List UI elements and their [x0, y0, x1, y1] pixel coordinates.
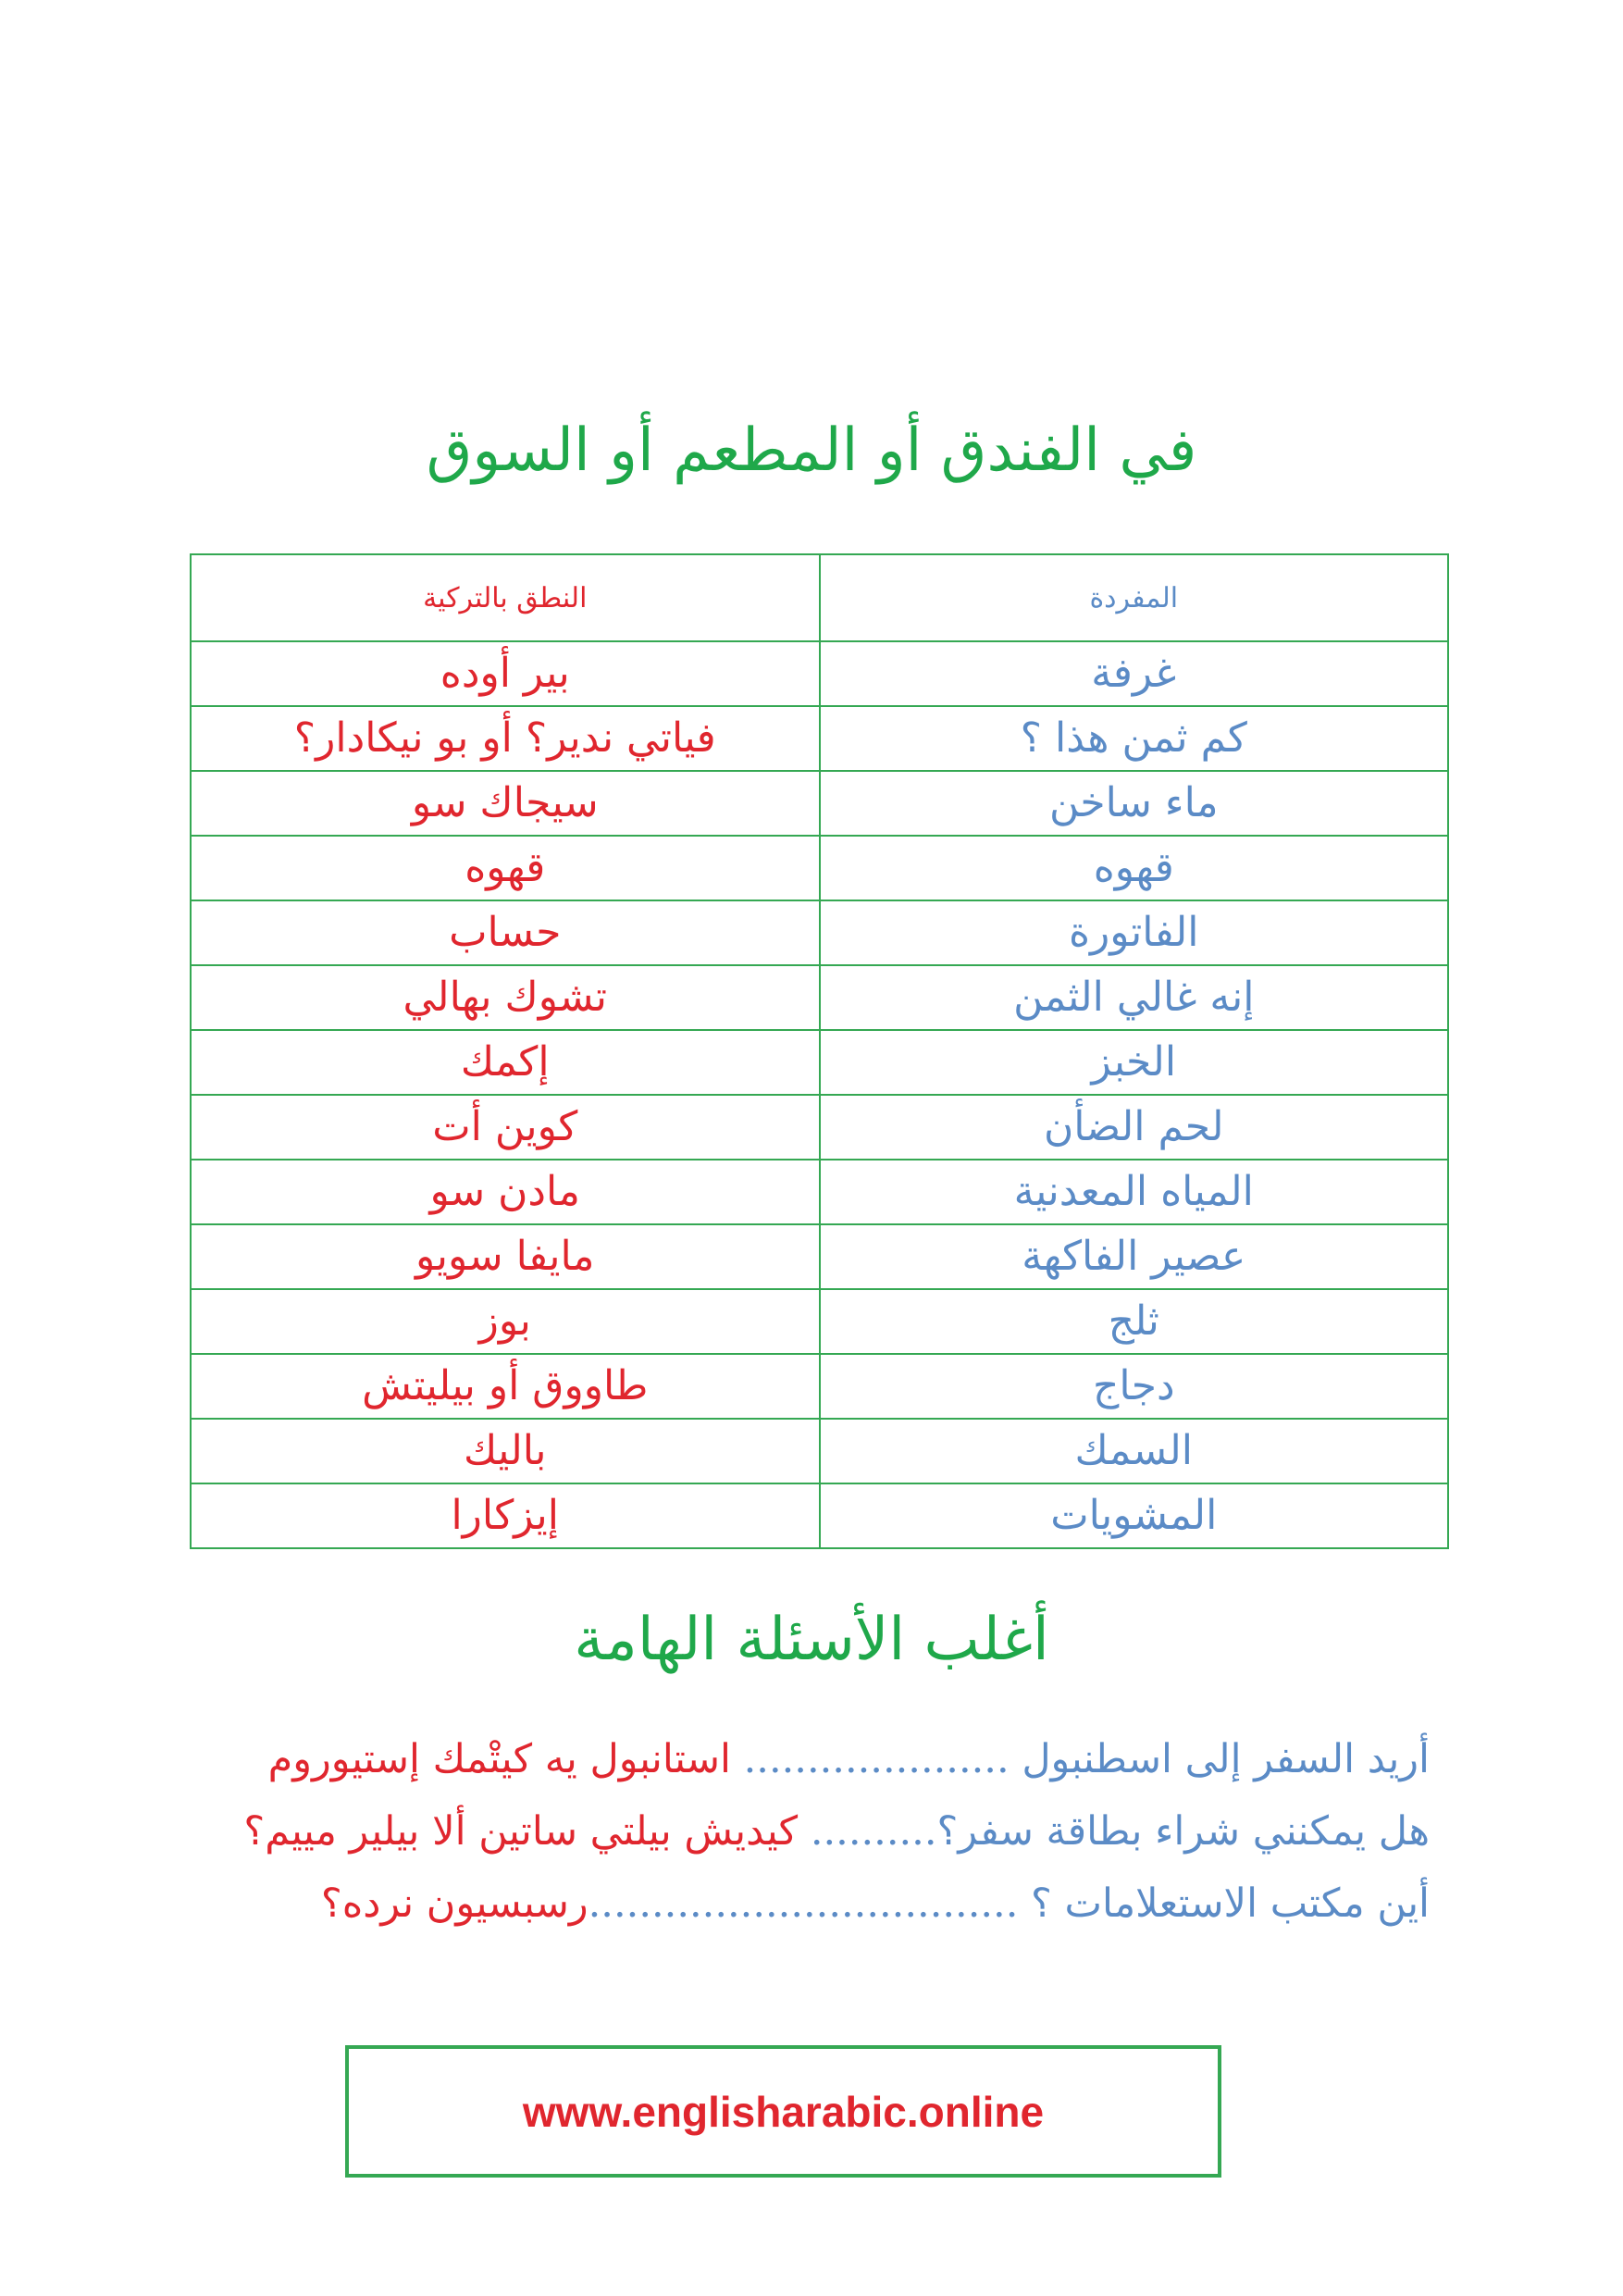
table-row — [191, 1095, 1448, 1160]
question-line — [213, 1880, 1430, 1927]
word-cell: عصير الفاكهة — [820, 1224, 1449, 1289]
column-header-pronunciation: النطق بالتركية — [191, 554, 820, 641]
table-row — [191, 1160, 1448, 1224]
pronunciation-cell: مايفا سويو — [191, 1224, 820, 1289]
word-cell: قهوه — [820, 836, 1449, 900]
pronunciation-cell: تشوك بهالي — [191, 965, 820, 1030]
question-line — [213, 1736, 1430, 1782]
question-dots: .......... — [798, 1808, 937, 1855]
column-header-word: المفردة — [820, 554, 1449, 641]
pronunciation-cell: بوز — [191, 1289, 820, 1354]
table-row — [191, 1354, 1448, 1419]
word-cell: الخبز — [820, 1030, 1449, 1095]
vocabulary-table — [190, 553, 1449, 1549]
table-header-row — [191, 554, 1448, 641]
table-row — [191, 1419, 1448, 1483]
page-title: في الفندق أو المطعم أو السوق — [426, 416, 1197, 485]
question-turkish: رسبسيون نرده؟ — [320, 1880, 588, 1927]
word-cell: إنه غالي الثمن — [820, 965, 1449, 1030]
pronunciation-cell: إكمك — [191, 1030, 820, 1095]
question-arabic: هل يمكنني شراء بطاقة سفر؟ — [936, 1808, 1430, 1855]
word-cell: ماء ساخن — [820, 771, 1449, 836]
question-dots: .................................. — [588, 1880, 1032, 1927]
word-cell: المشويات — [820, 1483, 1449, 1548]
table-row — [191, 1224, 1448, 1289]
pronunciation-cell: سيجاك سو — [191, 771, 820, 836]
table-row — [191, 1030, 1448, 1095]
question-turkish: كيديش بيلتي ساتين ألا بيلير مييم؟ — [243, 1808, 799, 1855]
pronunciation-cell: باليك — [191, 1419, 820, 1483]
table-row — [191, 1289, 1448, 1354]
pronunciation-cell: حساب — [191, 900, 820, 965]
word-cell: لحم الضأن — [820, 1095, 1449, 1160]
word-cell: المياه المعدنية — [820, 1160, 1449, 1224]
word-cell: السمك — [820, 1419, 1449, 1483]
pronunciation-cell: كوين أت — [191, 1095, 820, 1160]
word-cell: كم ثمن هذا ؟ — [820, 706, 1449, 771]
table-row — [191, 965, 1448, 1030]
table-row — [191, 771, 1448, 836]
word-cell: غرفة — [820, 641, 1449, 706]
pronunciation-cell: فياتي ندير؟ أو بو نيكادار؟ — [191, 706, 820, 771]
word-cell: الفاتورة — [820, 900, 1449, 965]
pronunciation-cell: مادن سو — [191, 1160, 820, 1224]
question-turkish: استانبول يه كيتْمك إستيوروم — [267, 1736, 731, 1782]
table-row — [191, 641, 1448, 706]
website-box — [345, 2045, 1221, 2178]
table-row — [191, 836, 1448, 900]
pronunciation-cell: بير أوده — [191, 641, 820, 706]
website-url[interactable]: www.englisharabic.online — [522, 2087, 1045, 2136]
word-cell: ثلج — [820, 1289, 1449, 1354]
table-row — [191, 1483, 1448, 1548]
pronunciation-cell: طاووق أو بيليتش — [191, 1354, 820, 1419]
pronunciation-cell: قهوه — [191, 836, 820, 900]
questions-title: أغلب الأسئلة الهامة — [574, 1606, 1049, 1674]
table-row — [191, 706, 1448, 771]
question-dots: ..................... — [730, 1736, 1022, 1782]
pronunciation-cell: إيزكارا — [191, 1483, 820, 1548]
question-line — [213, 1808, 1430, 1855]
table-row — [191, 900, 1448, 965]
word-cell: دجاج — [820, 1354, 1449, 1419]
question-arabic: أين مكتب الاستعلامات ؟ — [1031, 1880, 1430, 1927]
question-arabic: أريد السفر إلى اسطنبول — [1022, 1736, 1430, 1782]
